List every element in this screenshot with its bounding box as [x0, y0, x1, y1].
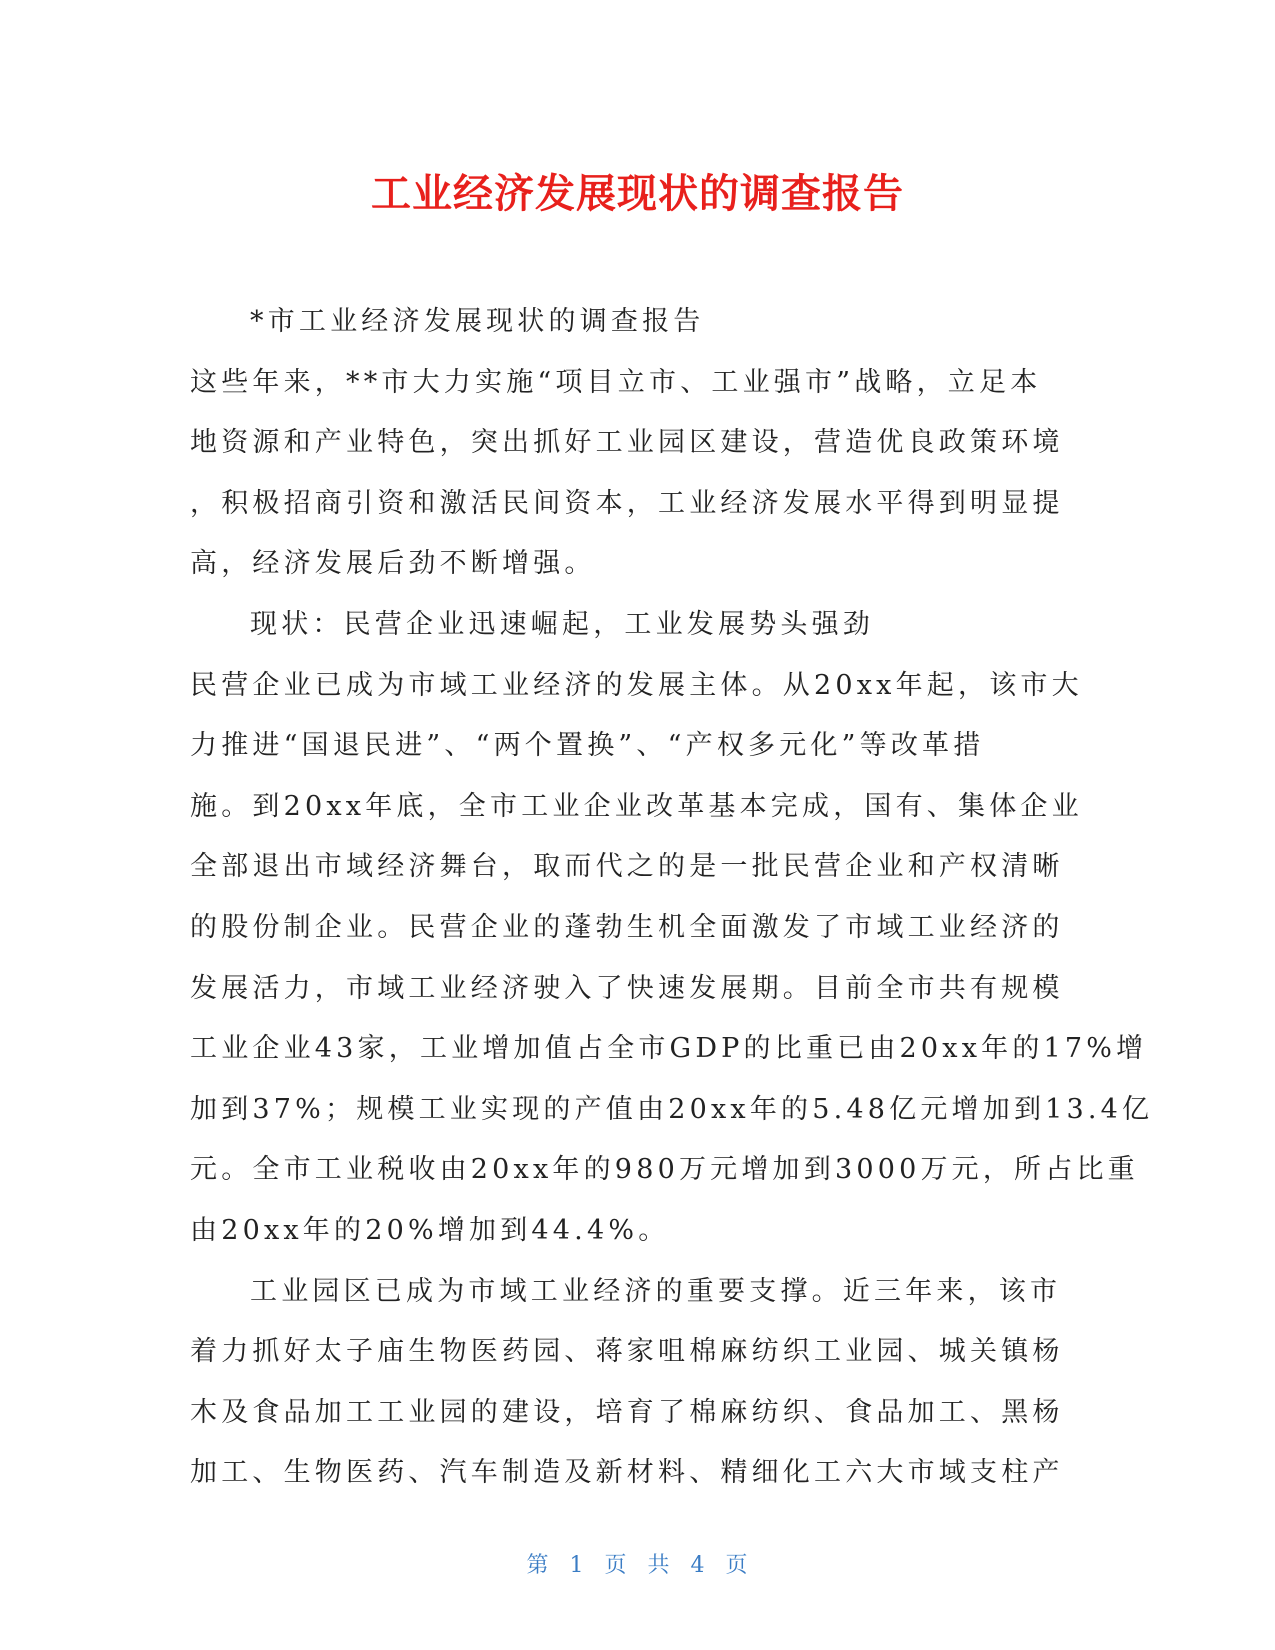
paragraph-line: 民营企业已成为市域工业经济的发展主体。从20xx年起，该市大 [190, 669, 1083, 701]
paragraph-line: 木及食品加工工业园的建设，培育了棉麻纺织、食品加工、黑杨 [190, 1396, 1064, 1428]
paragraph-line: 由20xx年的20%增加到44.4%。 [190, 1214, 670, 1246]
paragraph-line: 高，经济发展后劲不断增强。 [190, 548, 596, 580]
paragraph-line: 加工、生物医药、汽车制造及新材料、精细化工六大市域支柱产 [190, 1457, 1064, 1489]
paragraph-line: 加到37%；规模工业实现的产值由20xx年的5.48亿元增加到13.4亿 [190, 1093, 1154, 1125]
paragraph-line: ，积极招商引资和激活民间资本，工业经济发展水平得到明显提 [190, 487, 1064, 519]
paragraph-line: 全部退出市域经济舞台，取而代之的是一批民营企业和产权清晰 [190, 851, 1064, 883]
paragraph-line: 工业园区已成为市域工业经济的重要支撑。近三年来，该市 [250, 1275, 1062, 1307]
document-title: 工业经济发展现状的调查报告 [371, 171, 904, 217]
paragraph-line: 的股份制企业。民营企业的蓬勃生机全面激发了市域工业经济的 [190, 911, 1064, 943]
paragraph-line: 地资源和产业特色，突出抓好工业园区建设，营造优良政策环境 [190, 427, 1064, 459]
paragraph-line: 着力抓好太子庙生物医药园、蒋家咀棉麻纺织工业园、城关镇杨 [190, 1336, 1064, 1368]
footer-page-number: 1 [569, 1553, 585, 1578]
section-heading: 现状：民营企业迅速崛起，工业发展势头强劲 [250, 608, 874, 640]
page-footer [0, 1548, 1275, 1579]
paragraph-line: 发展活力，市域工业经济驶入了快速发展期。目前全市共有规模 [190, 972, 1064, 1004]
footer-total-suffix: 页 [725, 1553, 749, 1578]
report-subtitle: *市工业经济发展现状的调查报告 [250, 306, 705, 337]
paragraph-line: 元。全市工业税收由20xx年的980万元增加到3000万元，所占比重 [190, 1154, 1139, 1186]
footer-page-suffix: 页 [604, 1553, 628, 1578]
footer-total-pages: 4 [690, 1553, 706, 1578]
footer-total-word: 共 [647, 1553, 671, 1578]
paragraph-line: 力推进“国退民进”、“两个置换”、“产权多元化”等改革措 [190, 730, 985, 762]
footer-page-word: 第 [526, 1553, 550, 1578]
paragraph-line: 这些年来，**市大力实施“项目立市、工业强市”战略，立足本 [190, 366, 1042, 398]
document-body [190, 292, 1154, 1504]
paragraph-line: 工业企业43家，工业增加值占全市GDP的比重已由20xx年的17%增 [190, 1033, 1148, 1065]
paragraph-line: 施。到20xx年底，全市工业企业改革基本完成，国有、集体企业 [190, 790, 1083, 822]
